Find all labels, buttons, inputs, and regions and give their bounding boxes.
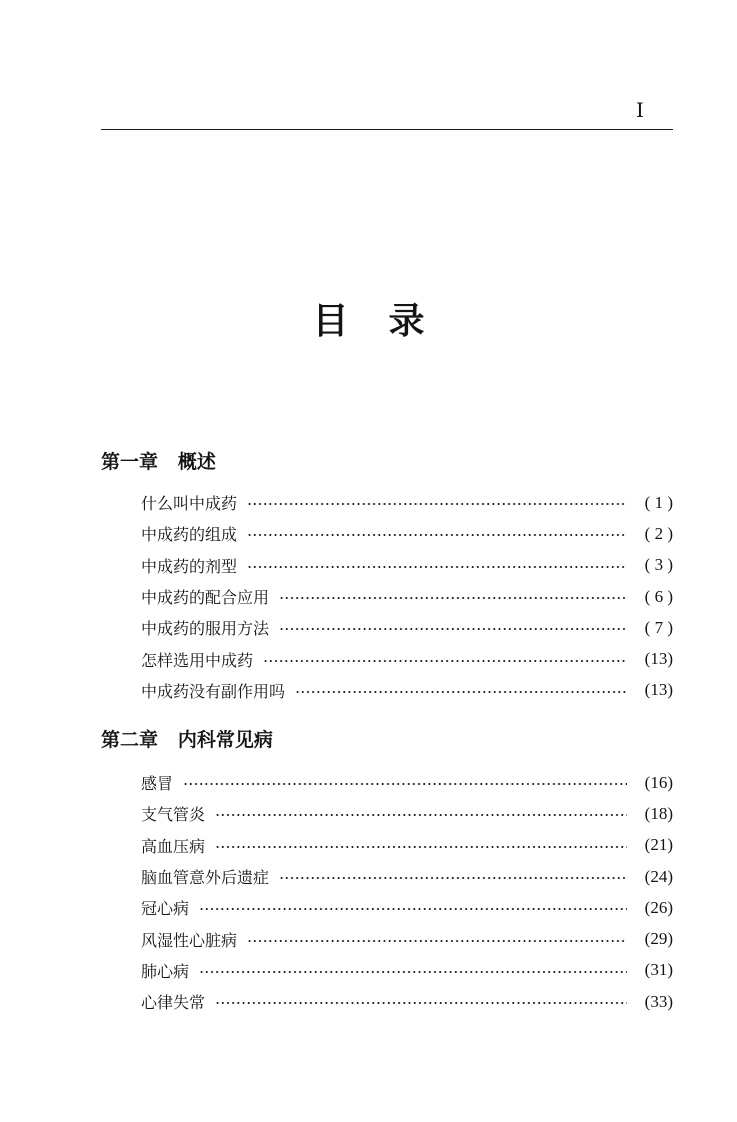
toc-entry[interactable] [141, 612, 673, 643]
chapter-1-toc-list [141, 487, 673, 706]
toc-entry-page: (21) [644, 835, 673, 855]
toc-entry-page: (16) [644, 772, 673, 792]
toc-entry-page: (18) [644, 803, 673, 823]
dot-leader [279, 597, 627, 599]
chapter-2-toc-list [141, 767, 673, 1017]
toc-entry-title: 怎样选用中成药 [141, 650, 254, 670]
toc-entry[interactable] [141, 923, 673, 954]
dot-leader [279, 628, 627, 630]
toc-entry-page: (33) [644, 991, 673, 1011]
dot-leader [215, 1002, 627, 1004]
toc-entry-page: ( 2 ) [644, 523, 673, 543]
toc-entry-title: 脑血管意外后遗症 [141, 868, 270, 888]
toc-entry-title: 感冒 [141, 774, 174, 794]
toc-entry[interactable] [141, 798, 673, 829]
dot-leader [247, 566, 627, 568]
dot-leader [199, 908, 627, 910]
dot-leader [247, 534, 627, 536]
toc-entry-page: (29) [644, 929, 673, 949]
toc-entry[interactable] [141, 955, 673, 986]
toc-entry-title: 什么叫中成药 [141, 494, 238, 514]
toc-entry[interactable] [141, 581, 673, 612]
toc-entry[interactable] [141, 550, 673, 581]
dot-leader [247, 503, 627, 505]
chapter-1-heading: 第一章 概述 [101, 451, 216, 473]
chapter-2-heading: 第二章 内科常见病 [101, 729, 273, 751]
toc-entry-page: (26) [644, 897, 673, 917]
toc-entry-title: 冠心病 [141, 899, 190, 919]
toc-entry-page: (24) [644, 866, 673, 886]
toc-entry[interactable] [141, 830, 673, 861]
toc-entry[interactable] [141, 986, 673, 1017]
toc-entry-page: (31) [644, 960, 673, 980]
page-title: 目录 [312, 301, 465, 342]
dot-leader [215, 846, 627, 848]
toc-entry[interactable] [141, 643, 673, 674]
toc-entry-title: 风湿性心脏病 [141, 930, 238, 950]
toc-entry-page: ( 3 ) [644, 555, 673, 575]
toc-entry[interactable] [141, 675, 673, 706]
toc-entry-title: 中成药的配合应用 [141, 588, 270, 608]
dot-leader [295, 691, 627, 693]
toc-entry[interactable] [141, 487, 673, 518]
dot-leader [199, 971, 627, 973]
dot-leader [263, 660, 627, 662]
toc-entry[interactable] [141, 892, 673, 923]
toc-entry-title: 肺心病 [141, 961, 190, 981]
toc-entry-page: (13) [644, 649, 673, 669]
toc-entry[interactable] [141, 518, 673, 549]
dot-leader [279, 877, 627, 879]
toc-entry-title: 心律失常 [141, 993, 206, 1013]
toc-entry-page: ( 1 ) [644, 492, 673, 512]
toc-entry-title: 高血压病 [141, 836, 206, 856]
dot-leader [215, 814, 627, 816]
dot-leader [183, 783, 627, 785]
toc-entry[interactable] [141, 767, 673, 798]
toc-entry[interactable] [141, 861, 673, 892]
header-rule [101, 129, 673, 130]
toc-entry-page: ( 7 ) [644, 617, 673, 637]
toc-entry-title: 中成药没有副作用吗 [141, 681, 286, 701]
toc-entry-page: ( 6 ) [644, 586, 673, 606]
page-number: I [636, 98, 644, 122]
toc-entry-title: 中成药的服用方法 [141, 619, 270, 639]
toc-entry-title: 中成药的组成 [141, 525, 238, 545]
toc-entry-title: 支气管炎 [141, 805, 206, 825]
dot-leader [247, 940, 627, 942]
toc-entry-title: 中成药的剂型 [141, 556, 238, 576]
toc-entry-page: (13) [644, 680, 673, 700]
